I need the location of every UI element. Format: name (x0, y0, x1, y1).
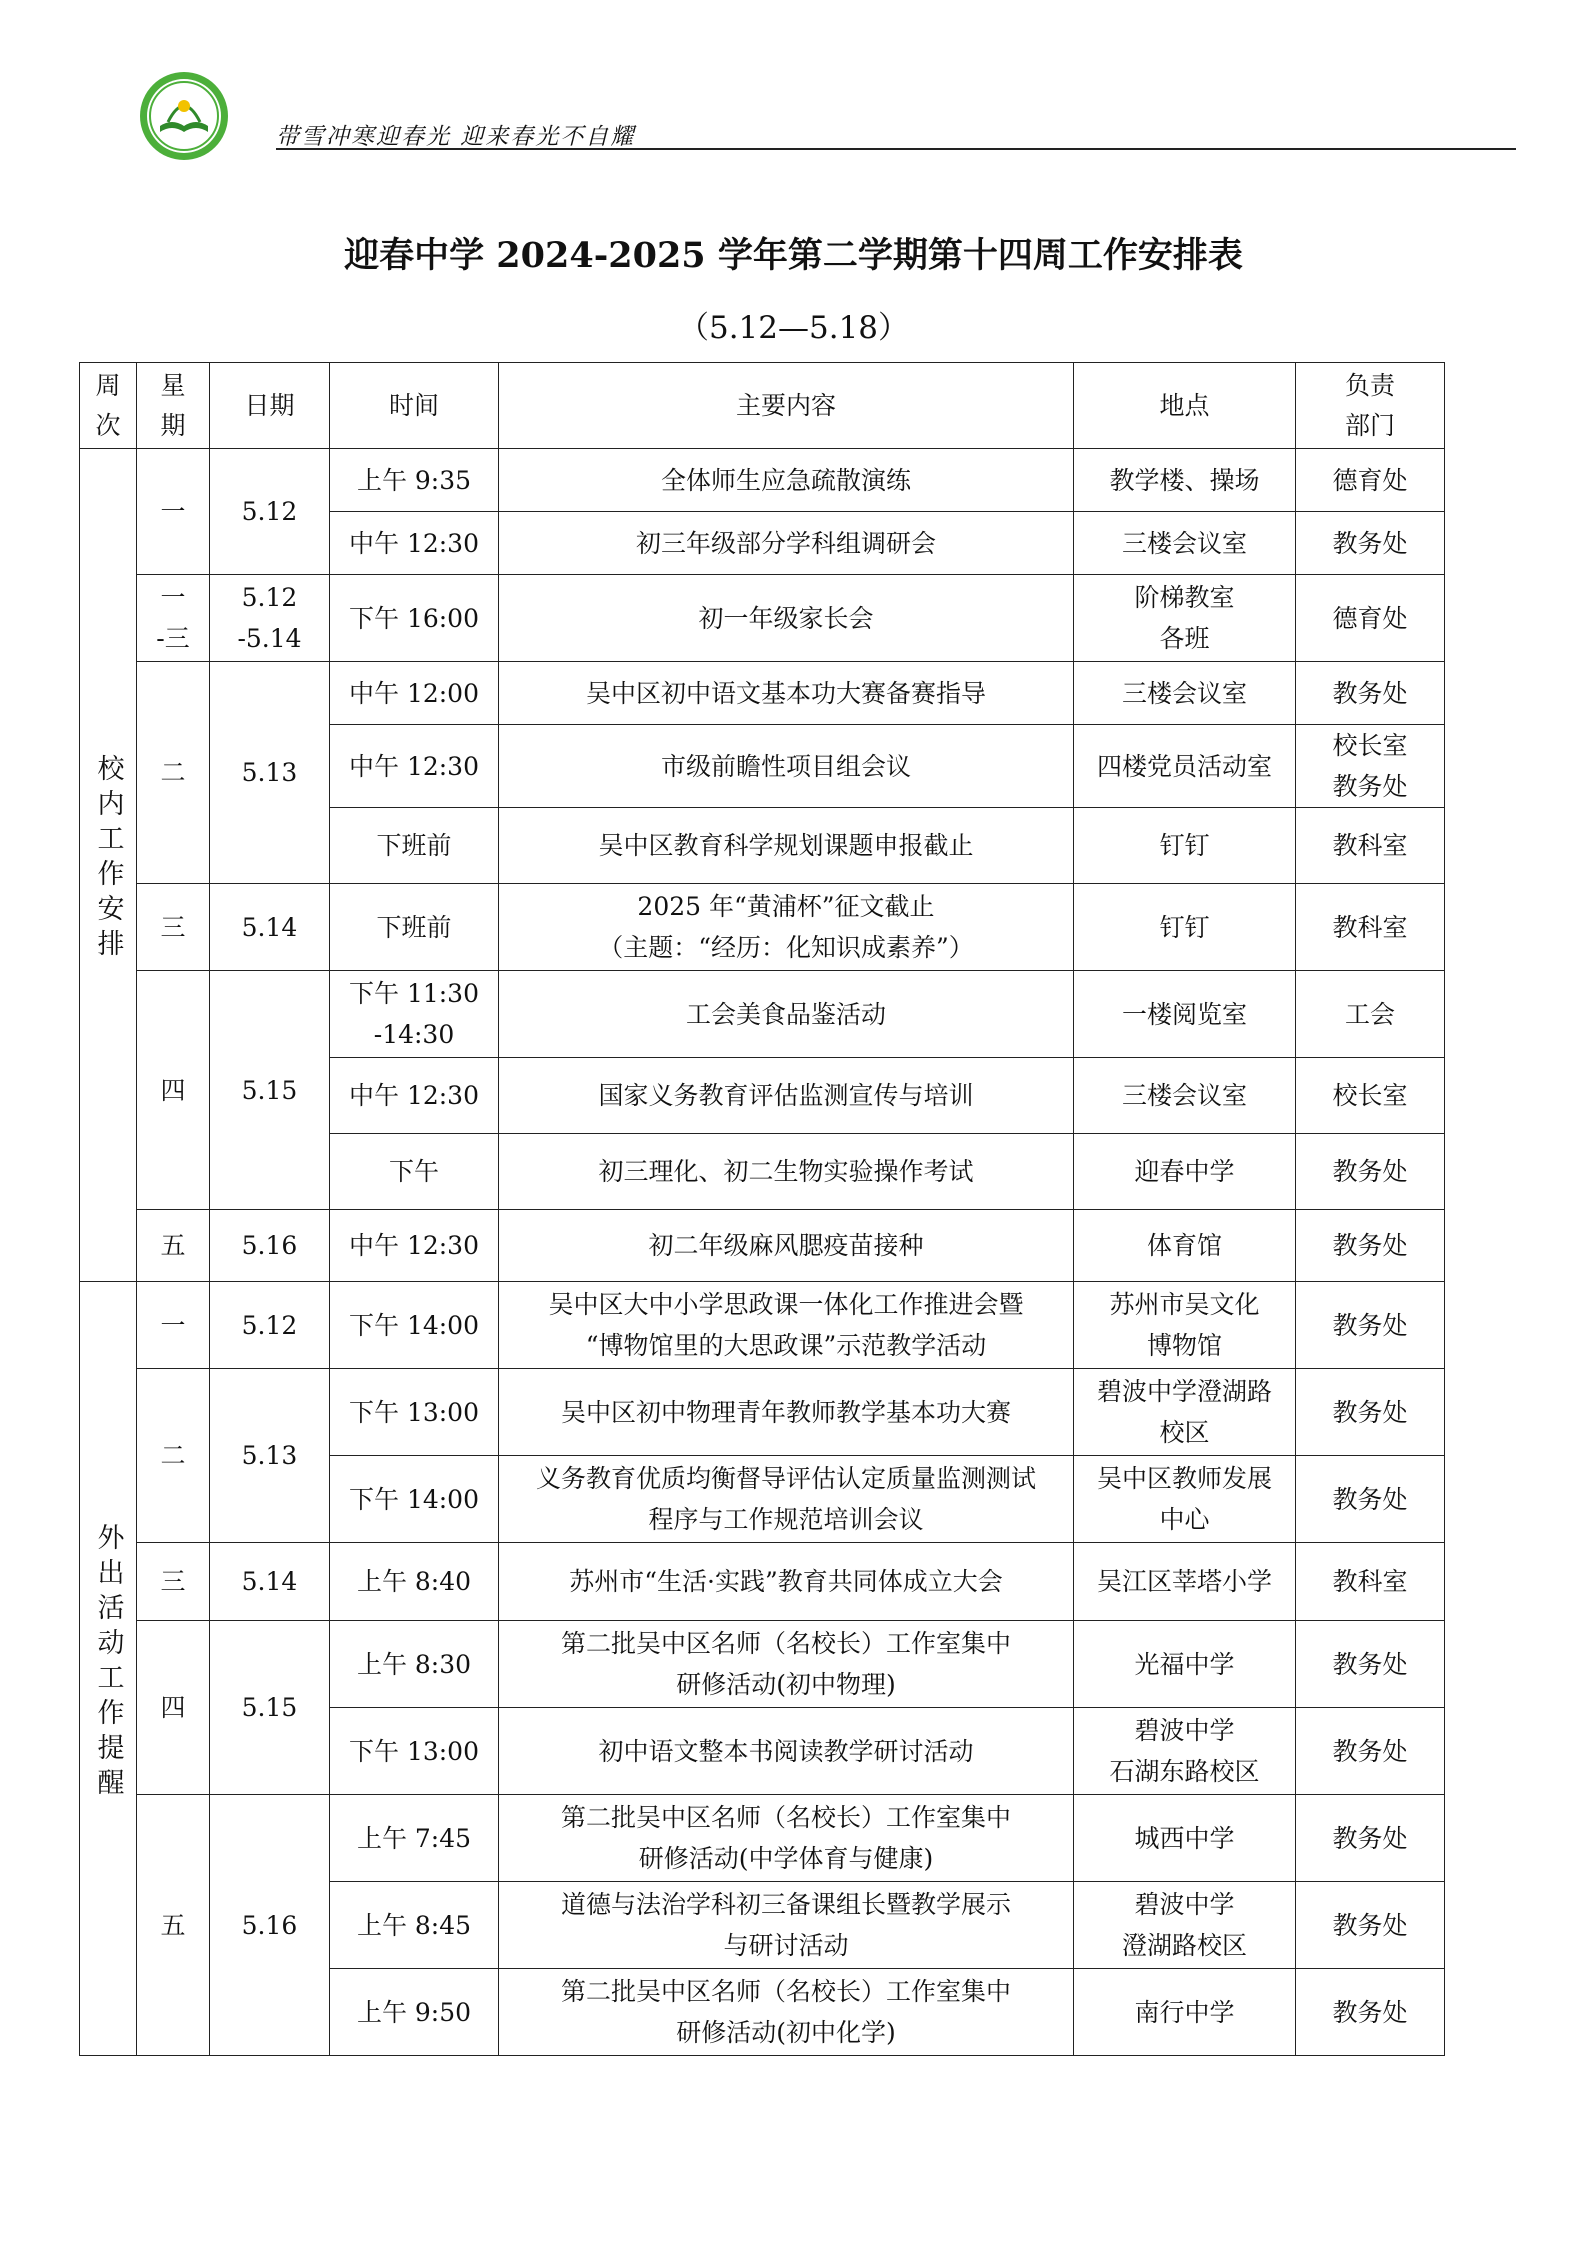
dept-cell (1296, 1621, 1445, 1708)
cell-line: 5.12 (241, 583, 298, 612)
cell-line: 教务处 (1332, 1157, 1408, 1186)
cell-line: 钉钉 (1159, 912, 1210, 942)
cell-line: 国家义务教育评估监测宣传与培训 (598, 1081, 974, 1110)
date-cell (210, 1543, 330, 1621)
cell-line: 中午 12:30 (349, 528, 479, 558)
content-cell (499, 971, 1074, 1058)
place-cell (1074, 1369, 1296, 1456)
header-divider (276, 148, 1516, 150)
cell-line: 工会 (1344, 999, 1395, 1029)
table-row (80, 575, 1445, 662)
place-cell (1074, 725, 1296, 808)
cell-line: 四 (160, 1075, 186, 1105)
cell-line: 5.15 (241, 1075, 298, 1105)
cell-line: 体育馆 (1146, 1231, 1222, 1260)
content-cell (499, 575, 1074, 662)
weekday-cell (137, 662, 210, 884)
cell-line: 中午 12:00 (349, 678, 479, 708)
table-row (80, 1282, 1445, 1369)
time-cell (330, 1058, 499, 1134)
table-row (80, 1210, 1445, 1282)
cell-line: “博物馆里的大思政课”示范教学活动 (585, 1331, 987, 1360)
table-row (80, 1369, 1445, 1456)
cell-line: 三楼会议室 (1121, 528, 1247, 558)
header-weekday: 星 期 (137, 363, 210, 449)
cell-line: 5.16 (241, 1231, 298, 1260)
cell-line: 南行中学 (1134, 1997, 1235, 2027)
dept-cell (1296, 1543, 1445, 1621)
cell-line: 下午 14:00 (349, 1484, 479, 1514)
cell-line: -5.14 (237, 624, 302, 653)
cell-line: 博物馆 (1146, 1331, 1222, 1360)
table-row (80, 971, 1445, 1058)
cell-line: 教学楼、操场 (1109, 465, 1260, 495)
content-cell (499, 1282, 1074, 1369)
date-cell (210, 1369, 330, 1543)
weekday-cell (137, 575, 210, 662)
time-cell (330, 1369, 499, 1456)
cell-line: 吴中区初中语文基本功大赛备赛指导 (585, 678, 986, 708)
place-cell (1074, 1058, 1296, 1134)
cell-line: 碧波中学 (1134, 1716, 1235, 1745)
cell-line: 下午 13:00 (349, 1736, 479, 1766)
table-row (80, 662, 1445, 725)
page-title: 迎春中学 2024-2025 学年第二学期第十四周工作安排表 (344, 235, 1243, 276)
cell-line: 5.13 (241, 758, 298, 787)
date-cell (210, 662, 330, 884)
cell-line: 中午 12:30 (349, 1231, 479, 1260)
place-cell (1074, 662, 1296, 725)
place-cell (1074, 1456, 1296, 1543)
content-cell (499, 884, 1074, 971)
cell-line: 下午 16:00 (349, 603, 479, 633)
dept-cell (1296, 1969, 1445, 2056)
school-emblem-icon (138, 70, 230, 162)
dept-cell (1296, 971, 1445, 1058)
cell-line: 初三理化、初二生物实验操作考试 (598, 1157, 974, 1186)
cell-line: 苏州市“生活·实践”教育共同体成立大会 (569, 1567, 1003, 1596)
cell-line: 一 (160, 583, 186, 612)
dept-cell (1296, 662, 1445, 725)
time-cell (330, 512, 499, 575)
cell-line: 吴中区教育科学规划课题申报截止 (598, 831, 974, 860)
cell-line: （主题：“经历：化知识成素养”） (598, 933, 974, 962)
cell-line: 五 (160, 1910, 186, 1940)
cell-line: 三楼会议室 (1121, 1081, 1247, 1110)
dept-cell (1296, 1058, 1445, 1134)
cell-line: 四楼党员活动室 (1096, 751, 1272, 781)
cell-line: 一 (160, 497, 186, 526)
time-cell (330, 1969, 499, 2056)
time-cell (330, 1795, 499, 1882)
date-cell (210, 1795, 330, 2056)
cell-line: 下班前 (376, 912, 452, 942)
cell-line: 教务处 (1332, 1823, 1408, 1853)
time-cell (330, 1282, 499, 1369)
cell-line: 五 (160, 1231, 186, 1260)
date-cell (210, 971, 330, 1210)
header-dept: 负责 部门 (1296, 363, 1445, 449)
content-cell (499, 725, 1074, 808)
place-cell (1074, 1621, 1296, 1708)
header-category: 周 次 (80, 363, 137, 449)
date-cell (210, 884, 330, 971)
cell-line: 二 (160, 1441, 186, 1470)
school-motto: 带雪冲寒迎春光 迎来春光不自耀 (276, 124, 636, 150)
weekday-cell (137, 1282, 210, 1369)
cell-line: 上午 8:40 (356, 1567, 472, 1596)
cell-line: 上午 8:30 (356, 1649, 472, 1679)
cell-line: 下午 11:30 (349, 979, 479, 1008)
cell-line: 初一年级家长会 (698, 603, 874, 633)
dept-cell (1296, 884, 1445, 971)
place-cell (1074, 1134, 1296, 1210)
dept-cell (1296, 512, 1445, 575)
cell-line: -14:30 (373, 1020, 455, 1049)
cell-line: 教务处 (1332, 1736, 1408, 1766)
weekday-cell (137, 1369, 210, 1543)
cell-line: 四 (160, 1693, 186, 1722)
cell-line: 第二批吴中区名师（名校长）工作室集中 (560, 1977, 1011, 2006)
cell-line: 研修活动(中学体育与健康) (638, 1844, 934, 1873)
cell-line: 教务处 (1332, 1397, 1408, 1427)
content-cell (499, 1882, 1074, 1969)
time-cell (330, 1708, 499, 1795)
cell-line: 上午 8:45 (356, 1910, 472, 1940)
cell-line: 光福中学 (1134, 1649, 1235, 1679)
table-row (80, 1543, 1445, 1621)
cell-line: 中午 12:30 (349, 751, 479, 781)
cell-line: 教务处 (1332, 772, 1408, 801)
cell-line: 三 (160, 912, 186, 942)
cell-line: 教务处 (1332, 1484, 1408, 1514)
content-cell (499, 1456, 1074, 1543)
content-cell (499, 1543, 1074, 1621)
weekday-cell (137, 1621, 210, 1795)
cell-line: 教务处 (1332, 678, 1408, 708)
dept-cell (1296, 1369, 1445, 1456)
cell-line: 第二批吴中区名师（名校长）工作室集中 (560, 1803, 1011, 1832)
header-time: 时间 (330, 363, 499, 449)
section-category-label: 校内工作安排 (92, 754, 124, 964)
cell-line: 5.14 (241, 1567, 298, 1596)
cell-line: 下午 13:00 (349, 1397, 479, 1427)
cell-line: 5.14 (241, 912, 298, 942)
cell-line: 5.12 (241, 1310, 298, 1340)
cell-line: 吴中区初中物理青年教师教学基本功大赛 (560, 1397, 1011, 1427)
place-cell (1074, 1795, 1296, 1882)
header-content: 主要内容 (499, 363, 1074, 449)
dept-cell (1296, 1708, 1445, 1795)
section-category-label: 外出活动工作提醒 (92, 1522, 124, 1803)
cell-line: 德育处 (1332, 603, 1408, 633)
cell-line: 教务处 (1332, 1231, 1408, 1260)
dept-cell (1296, 1882, 1445, 1969)
place-cell (1074, 1708, 1296, 1795)
cell-line: 中午 12:30 (349, 1081, 479, 1110)
cell-line: 一 (160, 1310, 186, 1340)
date-cell (210, 449, 330, 575)
time-cell (330, 1134, 499, 1210)
cell-line: 下午 (388, 1157, 439, 1186)
time-cell (330, 725, 499, 808)
content-cell (499, 1134, 1074, 1210)
cell-line: 城西中学 (1134, 1823, 1235, 1853)
cell-line: 阶梯教室 (1134, 583, 1235, 612)
cell-line: 三 (160, 1567, 186, 1596)
cell-line: 程序与工作规范培训会议 (648, 1505, 924, 1534)
cell-line: 校区 (1159, 1418, 1210, 1447)
cell-line: 校长室 (1332, 1081, 1408, 1110)
cell-line: 苏州市吴文化 (1109, 1290, 1260, 1319)
cell-line: 迎春中学 (1134, 1157, 1235, 1186)
cell-line: 中心 (1159, 1505, 1210, 1534)
dept-cell (1296, 1795, 1445, 1882)
dept-cell (1296, 1134, 1445, 1210)
cell-line: 各班 (1159, 624, 1210, 653)
place-cell (1074, 449, 1296, 512)
time-cell (330, 884, 499, 971)
content-cell (499, 1708, 1074, 1795)
header-place: 地点 (1074, 363, 1296, 449)
date-cell (210, 1282, 330, 1369)
cell-line: 碧波中学 (1134, 1890, 1235, 1919)
cell-line: 教科室 (1332, 1567, 1408, 1596)
cell-line: 上午 9:35 (356, 465, 472, 495)
cell-line: 教务处 (1332, 1997, 1408, 2027)
cell-line: 研修活动(初中物理) (676, 1670, 896, 1699)
cell-line: 道德与法治学科初三备课组长暨教学展示 (560, 1890, 1011, 1919)
cell-line: 5.12 (241, 497, 298, 526)
place-cell (1074, 1882, 1296, 1969)
cell-line: 吴中区大中小学思政课一体化工作推进会暨 (548, 1290, 1024, 1319)
cell-line: 吴中区教师发展 (1096, 1464, 1272, 1493)
cell-line: 教科室 (1332, 912, 1408, 942)
schedule-table (79, 362, 1445, 2056)
cell-line: 研修活动(初中化学) (676, 2018, 896, 2047)
cell-line: -三 (156, 624, 190, 653)
cell-line: 德育处 (1332, 465, 1408, 495)
content-cell (499, 1369, 1074, 1456)
cell-line: 第二批吴中区名师（名校长）工作室集中 (560, 1629, 1011, 1658)
content-cell (499, 1795, 1074, 1882)
time-cell (330, 971, 499, 1058)
time-cell (330, 1456, 499, 1543)
dept-cell (1296, 575, 1445, 662)
content-cell (499, 808, 1074, 884)
cell-line: 吴江区莘塔小学 (1096, 1567, 1272, 1596)
dept-cell (1296, 1282, 1445, 1369)
place-cell (1074, 575, 1296, 662)
place-cell (1074, 1969, 1296, 2056)
place-cell (1074, 1543, 1296, 1621)
date-cell (210, 575, 330, 662)
weekday-cell (137, 1543, 210, 1621)
place-cell (1074, 808, 1296, 884)
date-cell (210, 1621, 330, 1795)
page-header (138, 62, 1378, 162)
time-cell (330, 1210, 499, 1282)
cell-line: 钉钉 (1159, 831, 1210, 860)
time-cell (330, 575, 499, 662)
cell-line: 教务处 (1332, 1649, 1408, 1679)
cell-line: 二 (160, 758, 186, 787)
time-cell (330, 1621, 499, 1708)
content-cell (499, 1621, 1074, 1708)
cell-line: 下班前 (376, 831, 452, 860)
weekday-cell (137, 1795, 210, 2056)
weekday-cell (137, 449, 210, 575)
cell-line: 2025 年“黄浦杯”征文截止 (637, 892, 935, 921)
page-subtitle: （5.12—5.18） (677, 310, 910, 346)
dept-cell (1296, 725, 1445, 808)
cell-line: 与研讨活动 (723, 1931, 849, 1960)
section-category (80, 449, 137, 1282)
content-cell (499, 512, 1074, 575)
dept-cell (1296, 449, 1445, 512)
place-cell (1074, 884, 1296, 971)
cell-line: 教务处 (1332, 1910, 1408, 1940)
cell-line: 初三年级部分学科组调研会 (635, 528, 936, 558)
cell-line: 市级前瞻性项目组会议 (660, 751, 911, 781)
cell-line: 5.16 (241, 1910, 298, 1940)
cell-line: 义务教育优质均衡督导评估认定质量监测测试 (535, 1464, 1036, 1493)
time-cell (330, 449, 499, 512)
content-cell (499, 662, 1074, 725)
place-cell (1074, 1210, 1296, 1282)
time-cell (330, 662, 499, 725)
cell-line: 石湖东路校区 (1109, 1757, 1260, 1786)
place-cell (1074, 971, 1296, 1058)
dept-cell (1296, 1456, 1445, 1543)
cell-line: 教务处 (1332, 528, 1408, 558)
cell-line: 全体师生应急疏散演练 (660, 465, 911, 495)
section-category (80, 1282, 137, 2056)
cell-line: 上午 9:50 (356, 1997, 472, 2027)
header-date: 日期 (210, 363, 330, 449)
cell-line: 工会美食品鉴活动 (685, 999, 886, 1029)
content-cell (499, 1058, 1074, 1134)
cell-line: 澄湖路校区 (1121, 1931, 1247, 1960)
content-cell (499, 449, 1074, 512)
weekday-cell (137, 971, 210, 1210)
cell-line: 碧波中学澄湖路 (1096, 1377, 1272, 1406)
table-row (80, 884, 1445, 971)
time-cell (330, 808, 499, 884)
cell-line: 校长室 (1332, 731, 1408, 760)
dept-cell (1296, 808, 1445, 884)
place-cell (1074, 1282, 1296, 1369)
date-cell (210, 1210, 330, 1282)
table-row (80, 449, 1445, 512)
table-header-row (80, 363, 1445, 449)
cell-line: 教务处 (1332, 1310, 1408, 1340)
cell-line: 下午 14:00 (349, 1310, 479, 1340)
cell-line: 教科室 (1332, 831, 1408, 860)
cell-line: 5.15 (241, 1693, 298, 1722)
time-cell (330, 1543, 499, 1621)
time-cell (330, 1882, 499, 1969)
weekday-cell (137, 884, 210, 971)
place-cell (1074, 512, 1296, 575)
dept-cell (1296, 1210, 1445, 1282)
content-cell (499, 1969, 1074, 2056)
table-row (80, 1795, 1445, 1882)
cell-line: 5.13 (241, 1441, 298, 1470)
cell-line: 一楼阅览室 (1121, 999, 1247, 1029)
weekday-cell (137, 1210, 210, 1282)
content-cell (499, 1210, 1074, 1282)
table-row (80, 1621, 1445, 1708)
cell-line: 上午 7:45 (356, 1823, 472, 1853)
cell-line: 初中语文整本书阅读教学研讨活动 (598, 1736, 974, 1766)
cell-line: 三楼会议室 (1121, 678, 1247, 708)
cell-line: 初二年级麻风腮疫苗接种 (648, 1231, 924, 1260)
